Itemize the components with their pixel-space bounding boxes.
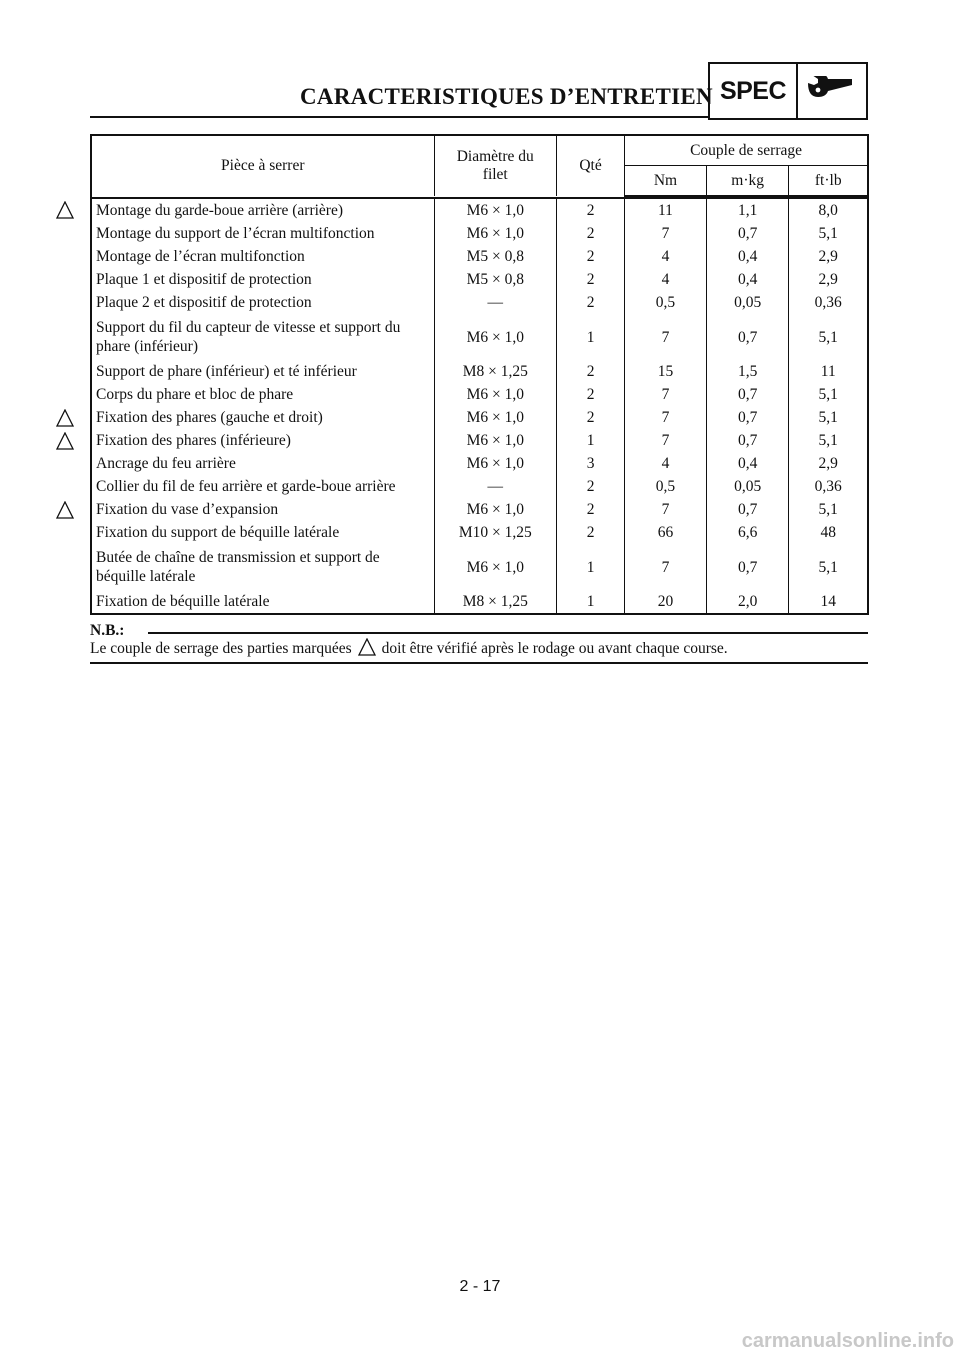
note-rule-bottom bbox=[90, 662, 868, 664]
table-row bbox=[91, 222, 868, 245]
cell-ftlb: 2,9 bbox=[789, 452, 868, 475]
cell-qty: 2 bbox=[557, 198, 625, 222]
cell-part: Plaque 1 et dispositif de protection bbox=[96, 271, 312, 288]
cell-nm: 11 bbox=[625, 198, 707, 222]
cell-diameter: M6 × 1,0 bbox=[434, 544, 557, 590]
cell-mkg: 0,7 bbox=[706, 222, 789, 245]
cell-diameter: — bbox=[434, 475, 557, 498]
cell-part: Ancrage du feu arrière bbox=[96, 455, 236, 472]
cell-part: Plaque 2 et dispositif de protection bbox=[96, 294, 312, 311]
cell-part: Fixation du vase d’expansion bbox=[96, 501, 279, 518]
table-row bbox=[91, 521, 868, 544]
cell-diameter: M6 × 1,0 bbox=[434, 198, 557, 222]
cell-diameter: M10 × 1,25 bbox=[434, 521, 557, 544]
cell-nm: 7 bbox=[625, 314, 707, 360]
cell-nm: 4 bbox=[625, 268, 707, 291]
cell-diameter: M6 × 1,0 bbox=[434, 406, 557, 429]
table-row bbox=[91, 383, 868, 406]
triangle-marker-icon bbox=[56, 409, 74, 427]
cell-mkg: 0,4 bbox=[706, 452, 789, 475]
cell-diameter: M6 × 1,0 bbox=[434, 222, 557, 245]
note-rule-top bbox=[148, 632, 868, 634]
col-header-diameter-text: Diamètre du filet bbox=[456, 148, 534, 183]
cell-diameter: M5 × 0,8 bbox=[434, 245, 557, 268]
cell-mkg: 0,7 bbox=[706, 429, 789, 452]
cell-ftlb: 5,1 bbox=[789, 429, 868, 452]
cell-diameter: M8 × 1,25 bbox=[434, 590, 557, 614]
cell-ftlb: 14 bbox=[789, 590, 868, 614]
table-row bbox=[91, 314, 868, 360]
triangle-marker-icon bbox=[56, 201, 74, 219]
cell-nm: 7 bbox=[625, 429, 707, 452]
cell-part: Montage de l’écran multifonction bbox=[96, 248, 305, 265]
cell-part: Collier du fil de feu arrière et garde-boue arrière bbox=[96, 478, 396, 495]
cell-nm: 0,5 bbox=[625, 291, 707, 314]
cell-qty: 3 bbox=[557, 452, 625, 475]
spec-badge bbox=[708, 62, 868, 120]
cell-nm: 4 bbox=[625, 452, 707, 475]
col-header-nm: Nm bbox=[625, 166, 707, 197]
cell-qty: 2 bbox=[557, 291, 625, 314]
cell-mkg: 0,7 bbox=[706, 383, 789, 406]
cell-nm: 0,5 bbox=[625, 475, 707, 498]
cell-mkg: 0,7 bbox=[706, 314, 789, 360]
cell-part: Support de phare (inférieur) et té inférieur bbox=[96, 363, 357, 380]
cell-diameter: M6 × 1,0 bbox=[434, 452, 557, 475]
table-row bbox=[91, 245, 868, 268]
cell-qty: 1 bbox=[557, 314, 625, 360]
cell-nm: 4 bbox=[625, 245, 707, 268]
table-row bbox=[91, 498, 868, 521]
table-row bbox=[91, 268, 868, 291]
cell-mkg: 2,0 bbox=[706, 590, 789, 614]
cell-part: Fixation des phares (gauche et droit) bbox=[96, 409, 323, 426]
wrench-icon bbox=[798, 64, 866, 118]
cell-diameter: M6 × 1,0 bbox=[434, 314, 557, 360]
cell-ftlb: 5,1 bbox=[789, 498, 868, 521]
cell-nm: 7 bbox=[625, 406, 707, 429]
cell-qty: 2 bbox=[557, 268, 625, 291]
cell-ftlb: 2,9 bbox=[789, 245, 868, 268]
col-header-part: Pièce à serrer bbox=[221, 157, 305, 174]
cell-ftlb: 5,1 bbox=[789, 406, 868, 429]
cell-ftlb: 5,1 bbox=[789, 383, 868, 406]
triangle-marker-icon bbox=[56, 501, 74, 519]
cell-qty: 1 bbox=[557, 429, 625, 452]
cell-nm: 20 bbox=[625, 590, 707, 614]
cell-part: Fixation du support de béquille latérale bbox=[96, 524, 340, 541]
cell-nm: 7 bbox=[625, 544, 707, 590]
cell-ftlb: 8,0 bbox=[789, 198, 868, 222]
triangle-marker-icon bbox=[358, 638, 376, 656]
cell-mkg: 0,05 bbox=[706, 291, 789, 314]
cell-part: Corps du phare et bloc de phare bbox=[96, 386, 294, 403]
cell-diameter: M5 × 0,8 bbox=[434, 268, 557, 291]
cell-qty: 2 bbox=[557, 475, 625, 498]
table-row bbox=[91, 406, 868, 429]
cell-part: Support du fil du capteur de vitesse et support du phare (inférieur) bbox=[96, 319, 401, 355]
cell-nm: 7 bbox=[625, 222, 707, 245]
table-row bbox=[91, 360, 868, 383]
cell-diameter: — bbox=[434, 291, 557, 314]
cell-diameter: M6 × 1,0 bbox=[434, 383, 557, 406]
cell-ftlb: 2,9 bbox=[789, 268, 868, 291]
cell-mkg: 0,4 bbox=[706, 268, 789, 291]
cell-mkg: 0,7 bbox=[706, 406, 789, 429]
cell-ftlb: 48 bbox=[789, 521, 868, 544]
table-row bbox=[91, 544, 868, 590]
cell-diameter: M6 × 1,0 bbox=[434, 429, 557, 452]
cell-qty: 2 bbox=[557, 245, 625, 268]
cell-part: Montage du garde-boue arrière (arrière) bbox=[96, 202, 343, 219]
cell-diameter: M8 × 1,25 bbox=[434, 360, 557, 383]
table-row bbox=[91, 198, 868, 222]
spec-label: SPEC bbox=[710, 64, 798, 118]
page-title: CARACTERISTIQUES D’ENTRETIEN bbox=[300, 84, 713, 109]
cell-qty: 2 bbox=[557, 521, 625, 544]
cell-qty: 2 bbox=[557, 383, 625, 406]
cell-qty: 2 bbox=[557, 222, 625, 245]
col-header-ftlb: ft·lb bbox=[789, 166, 868, 197]
note-label: N.B.: bbox=[90, 622, 125, 639]
cell-diameter: M6 × 1,0 bbox=[434, 498, 557, 521]
cell-part: Montage du support de l’écran multifonction bbox=[96, 225, 375, 242]
cell-mkg: 1,5 bbox=[706, 360, 789, 383]
table-row bbox=[91, 475, 868, 498]
torque-table bbox=[90, 134, 869, 615]
cell-part: Fixation des phares (inférieure) bbox=[96, 432, 291, 449]
cell-ftlb: 0,36 bbox=[789, 291, 868, 314]
cell-qty: 1 bbox=[557, 590, 625, 614]
cell-mkg: 0,7 bbox=[706, 498, 789, 521]
cell-part: Butée de chaîne de transmission et support de béquille latérale bbox=[96, 549, 380, 585]
cell-ftlb: 0,36 bbox=[789, 475, 868, 498]
col-header-mkg: m·kg bbox=[706, 166, 789, 197]
cell-part: Fixation de béquille latérale bbox=[96, 593, 270, 610]
col-header-qty: Qté bbox=[557, 135, 625, 196]
triangle-marker-icon bbox=[56, 432, 74, 450]
header-rule bbox=[90, 116, 708, 118]
cell-qty: 2 bbox=[557, 360, 625, 383]
table-row bbox=[91, 590, 868, 614]
page-number: 2 - 17 bbox=[459, 1278, 501, 1295]
note-text bbox=[90, 638, 728, 658]
cell-nm: 7 bbox=[625, 498, 707, 521]
watermark: carmanualsonline.info bbox=[741, 1330, 954, 1352]
cell-nm: 66 bbox=[625, 521, 707, 544]
col-header-diameter bbox=[434, 135, 557, 196]
cell-nm: 15 bbox=[625, 360, 707, 383]
table-row bbox=[91, 429, 868, 452]
table-row bbox=[91, 452, 868, 475]
cell-qty: 1 bbox=[557, 544, 625, 590]
cell-mkg: 0,4 bbox=[706, 245, 789, 268]
cell-ftlb: 11 bbox=[789, 360, 868, 383]
note-text-after: doit être vérifié après le rodage ou avant chaque course. bbox=[381, 640, 728, 657]
cell-ftlb: 5,1 bbox=[789, 544, 868, 590]
cell-mkg: 0,05 bbox=[706, 475, 789, 498]
cell-mkg: 0,7 bbox=[706, 544, 789, 590]
cell-mkg: 6,6 bbox=[706, 521, 789, 544]
cell-qty: 2 bbox=[557, 406, 625, 429]
cell-nm: 7 bbox=[625, 383, 707, 406]
cell-qty: 2 bbox=[557, 498, 625, 521]
cell-ftlb: 5,1 bbox=[789, 314, 868, 360]
cell-ftlb: 5,1 bbox=[789, 222, 868, 245]
col-header-torque: Couple de serrage bbox=[625, 135, 868, 166]
cell-mkg: 1,1 bbox=[706, 198, 789, 222]
note-text-before: Le couple de serrage des parties marquées bbox=[90, 640, 352, 657]
table-row bbox=[91, 291, 868, 314]
